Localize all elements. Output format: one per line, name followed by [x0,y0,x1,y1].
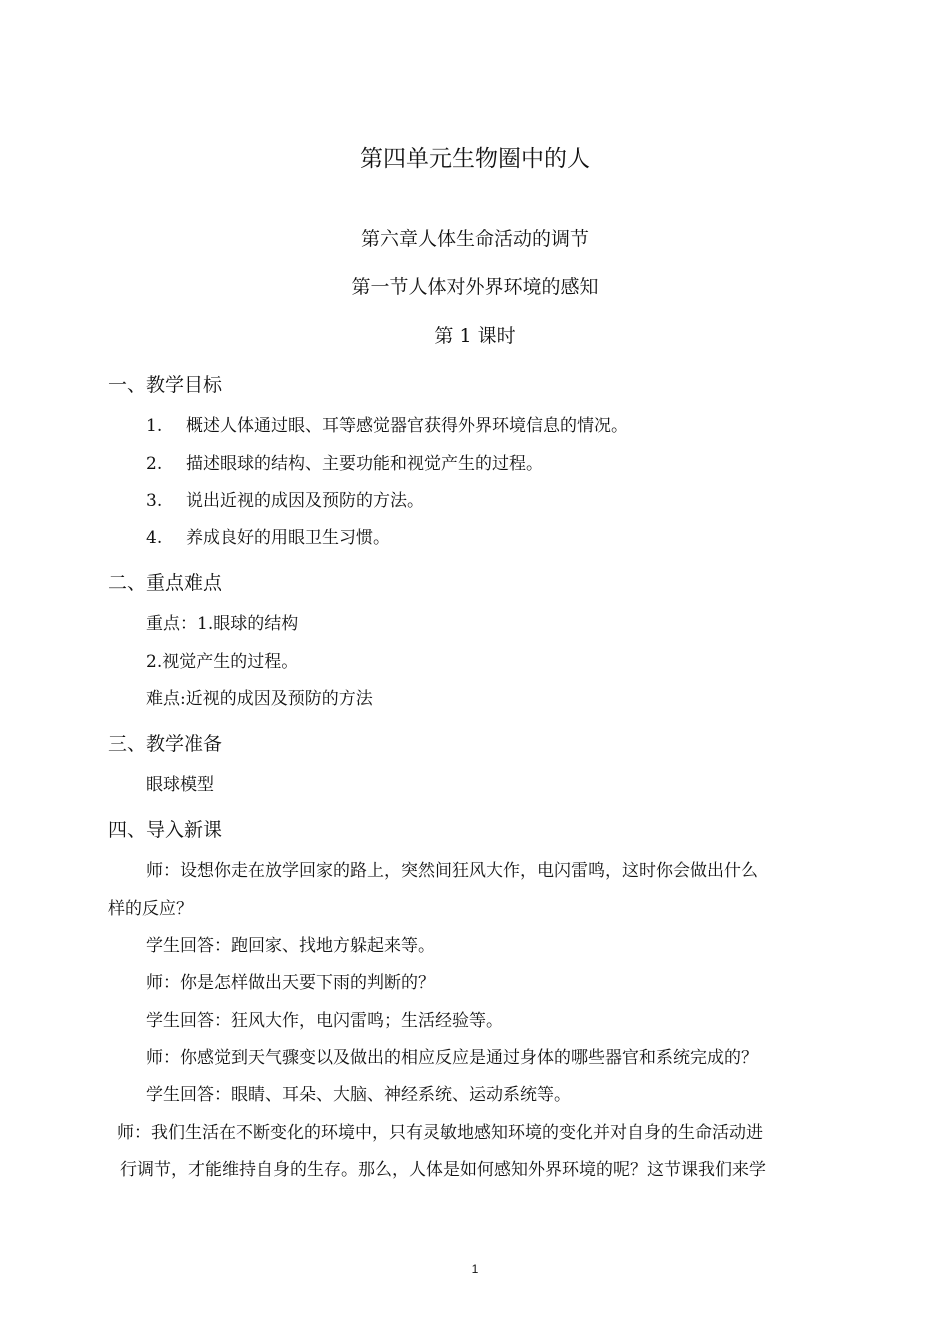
preparation-line: 眼球模型 [146,775,214,795]
objective-number: 1. [146,416,163,436]
dialogue-line: 样的反应？ [108,899,193,919]
key-point-line: 重点：1.眼球的结构 [146,614,299,634]
objective-text: 养成良好的用眼卫生习惯。 [186,528,390,548]
objective-text: 概述人体通过眼、耳等感觉器官获得外界环境信息的情况。 [186,416,628,436]
section-title: 第一节人体对外界环境的感知 [351,276,599,298]
objective-text: 描述眼球的结构、主要功能和视觉产生的过程。 [186,454,543,474]
dialogue-line: 学生回答：狂风大作，电闪雷鸣；生活经验等。 [146,1011,503,1031]
key-points-heading: 二、重点难点 [108,572,223,594]
dialogue-line: 师：你是怎样做出天要下雨的判断的？ [146,973,435,993]
introduction-heading: 四、导入新课 [108,819,223,841]
key-point-line: 2.视觉产生的过程。 [146,652,299,672]
chapter-title: 第六章人体生命活动的调节 [360,228,589,250]
dialogue-line: 师：设想你走在放学回家的路上，突然间狂风大作，电闪雷鸣，这时你会做出什么 [146,861,758,881]
objective-number: 3. [146,491,163,511]
objectives-heading: 一、教学目标 [108,374,223,396]
dialogue-line: 学生回答：眼睛、耳朵、大脑、神经系统、运动系统等。 [146,1085,571,1105]
objective-text: 说出近视的成因及预防的方法。 [186,491,424,511]
dialogue-line: 学生回答：跑回家、找地方躲起来等。 [146,936,435,956]
dialogue-line: 师：你感觉到天气骤变以及做出的相应反应是通过身体的哪些器官和系统完成的？ [146,1048,758,1068]
lesson-label: 第 1 课时 [434,325,516,347]
objective-number: 2. [146,454,163,474]
dialogue-line: 师：我们生活在不断变化的环境中，只有灵敏地感知环境的变化并对自身的生命活动进 [117,1123,763,1143]
objective-number: 4. [146,528,163,548]
dialogue-line: 行调节，才能维持自身的生存。那么，人体是如何感知外界环境的呢？这节课我们来学 [120,1160,766,1180]
preparation-heading: 三、教学准备 [108,733,223,755]
key-point-line: 难点:近视的成因及预防的方法 [146,689,373,709]
page-number: 1 [471,1262,479,1276]
unit-title: 第四单元生物圈中的人 [360,146,590,172]
